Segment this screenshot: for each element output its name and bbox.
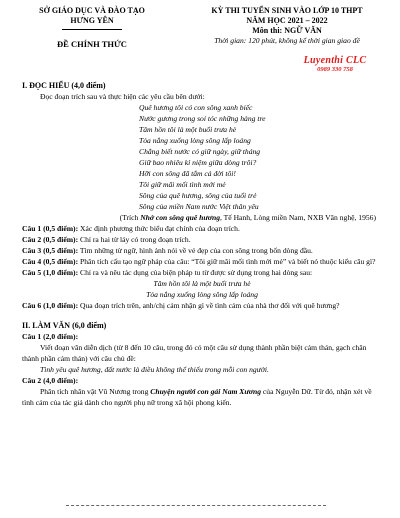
question-label: Câu 4 (0,5 điểm): <box>22 257 79 266</box>
poem-line: Tôi giữ mãi mối tình mới mẻ <box>139 180 226 189</box>
subject-label: Môn thi: NGỮ VĂN <box>252 26 322 35</box>
question-3 <box>22 245 382 256</box>
watermark <box>290 55 380 74</box>
poem-line: Tỏa nắng xuống lòng sông lấp loáng <box>139 136 251 145</box>
writing-question-2-label: Câu 2 (4,0 điểm): <box>22 376 79 385</box>
official-label: ĐỀ CHÍNH THỨC <box>57 39 127 49</box>
question-text: Chỉ ra hai từ láy có trong đoạn trích. <box>78 235 191 244</box>
topic-sentence: Tình yêu quê hương, đất nước là điều không thể thiếu trong mỗi con người. <box>40 365 269 374</box>
poem-line: Hỡi con sông đã tắm cả đời tôi! <box>139 169 236 178</box>
question-label: Câu 6 (1,0 điểm): <box>22 301 79 310</box>
question-1 <box>22 223 382 234</box>
section-writing-title: II. LÀM VĂN (6,0 điểm) <box>22 321 107 330</box>
section-gap <box>22 311 382 320</box>
question-label: Câu 2 (0,5 điểm): <box>22 235 79 244</box>
question-text: Qua đoạn trích trên, anh/chị cảm nhận gì về tình cảm của nhà thơ đối với quê hương? <box>78 301 340 310</box>
exam-title: KỲ THI TUYỂN SINH VÀO LỚP 10 THPT <box>211 6 363 15</box>
source-title: Nhớ con sông quê hương <box>140 213 220 222</box>
question-text: Tìm những từ ngữ, hình ảnh nói về vẻ đẹp của con sông trong bốn dòng đầu. <box>78 246 313 255</box>
reading-intro: Đọc đoạn trích sau và thực hiện các yêu cầu bên dưới: <box>40 92 205 101</box>
question-text: Phân tích cấu tạo ngữ pháp của câu: “Tôi giữ mãi mối tình mới mẻ” và biết nó thuộc kiểu câu gì? <box>78 257 376 266</box>
poem-line: Sông của miền Nam nước Việt thân yêu <box>139 202 259 211</box>
watermark-phone: 0989 330 758 <box>317 66 353 73</box>
watermark-brand: Luyenthi CLC <box>303 55 367 66</box>
poem-line: Quê hương tôi có con sông xanh biếc <box>139 103 253 112</box>
exam-info-block <box>182 6 392 46</box>
writing-question-1-text: Viết đoạn văn diễn dịch (từ 8 đến 10 câu, trong đó có một câu sử dụng thành phần biệt cảm thán, gạch chân thành phần cảm thán) với câu chủ đề: <box>22 343 367 363</box>
time-limit: Thời gian: 120 phút, không kể thời gian giao đề <box>214 36 360 45</box>
question-2 <box>22 234 382 245</box>
question-4 <box>22 256 382 267</box>
poem-line: Tâm hồn tôi là một buổi trưa hè <box>139 125 237 134</box>
poem-source <box>22 212 382 223</box>
province-name: HƯNG YÊN <box>70 16 114 25</box>
writing-question-1-label: Câu 1 (2,0 điểm): <box>22 332 79 341</box>
department-name: SỞ GIÁO DỤC VÀ ĐÀO TẠO <box>39 6 145 15</box>
work-title: Chuyện người con gái Nam Xương <box>150 387 262 396</box>
question-6 <box>22 300 382 311</box>
source-prefix: (Trích <box>119 213 141 222</box>
question-text: Xác định phương thức biểu đạt chính của đoạn trích. <box>78 224 240 233</box>
end-divider <box>66 505 326 506</box>
writing-question-2-text: Phân tích nhân vật Vũ Nương trong Chuyện người con gái Nam Xương của Nguyễn Dữ. Từ đó, nhận xét về tình cảm của tác giả dành cho người phụ nữ trong xã hội phong kiến. <box>22 387 372 407</box>
school-year: NĂM HỌC 2021 – 2022 <box>246 16 328 25</box>
poem-line: Nước gương trong soi tóc những hàng tre <box>139 114 266 123</box>
question-label: Câu 1 (0,5 điểm): <box>22 224 79 233</box>
source-suffix: , Tế Hanh, Lòng miền Nam, NXB Văn nghệ, 1956) <box>220 213 376 222</box>
quoted-line: Tỏa nắng xuống lòng sông lấp loáng <box>146 290 258 299</box>
section-reading-title: I. ĐỌC HIỂU (4,0 điểm) <box>22 81 106 90</box>
department-block <box>22 6 162 49</box>
question-label: Câu 3 (0,5 điểm): <box>22 246 79 255</box>
poem-line: Giữ bao nhiêu kỉ niệm giữa dòng trôi? <box>139 158 257 167</box>
question-text: Chỉ ra và nêu tác dụng của biện pháp tu từ được sử dụng trong hai dòng sau: <box>78 268 313 277</box>
question-label: Câu 5 (1,0 điểm): <box>22 268 79 277</box>
poem-line: Chẳng biết nước có giữ ngày, giữ tháng <box>139 147 261 156</box>
header-rule <box>62 29 122 30</box>
exam-content <box>22 80 382 408</box>
poem-line: Sông của quê hương, sông của tuổi trẻ <box>139 191 257 200</box>
quoted-line: Tâm hồn tôi là một buổi trưa hè <box>153 279 251 288</box>
question-5 <box>22 267 382 278</box>
